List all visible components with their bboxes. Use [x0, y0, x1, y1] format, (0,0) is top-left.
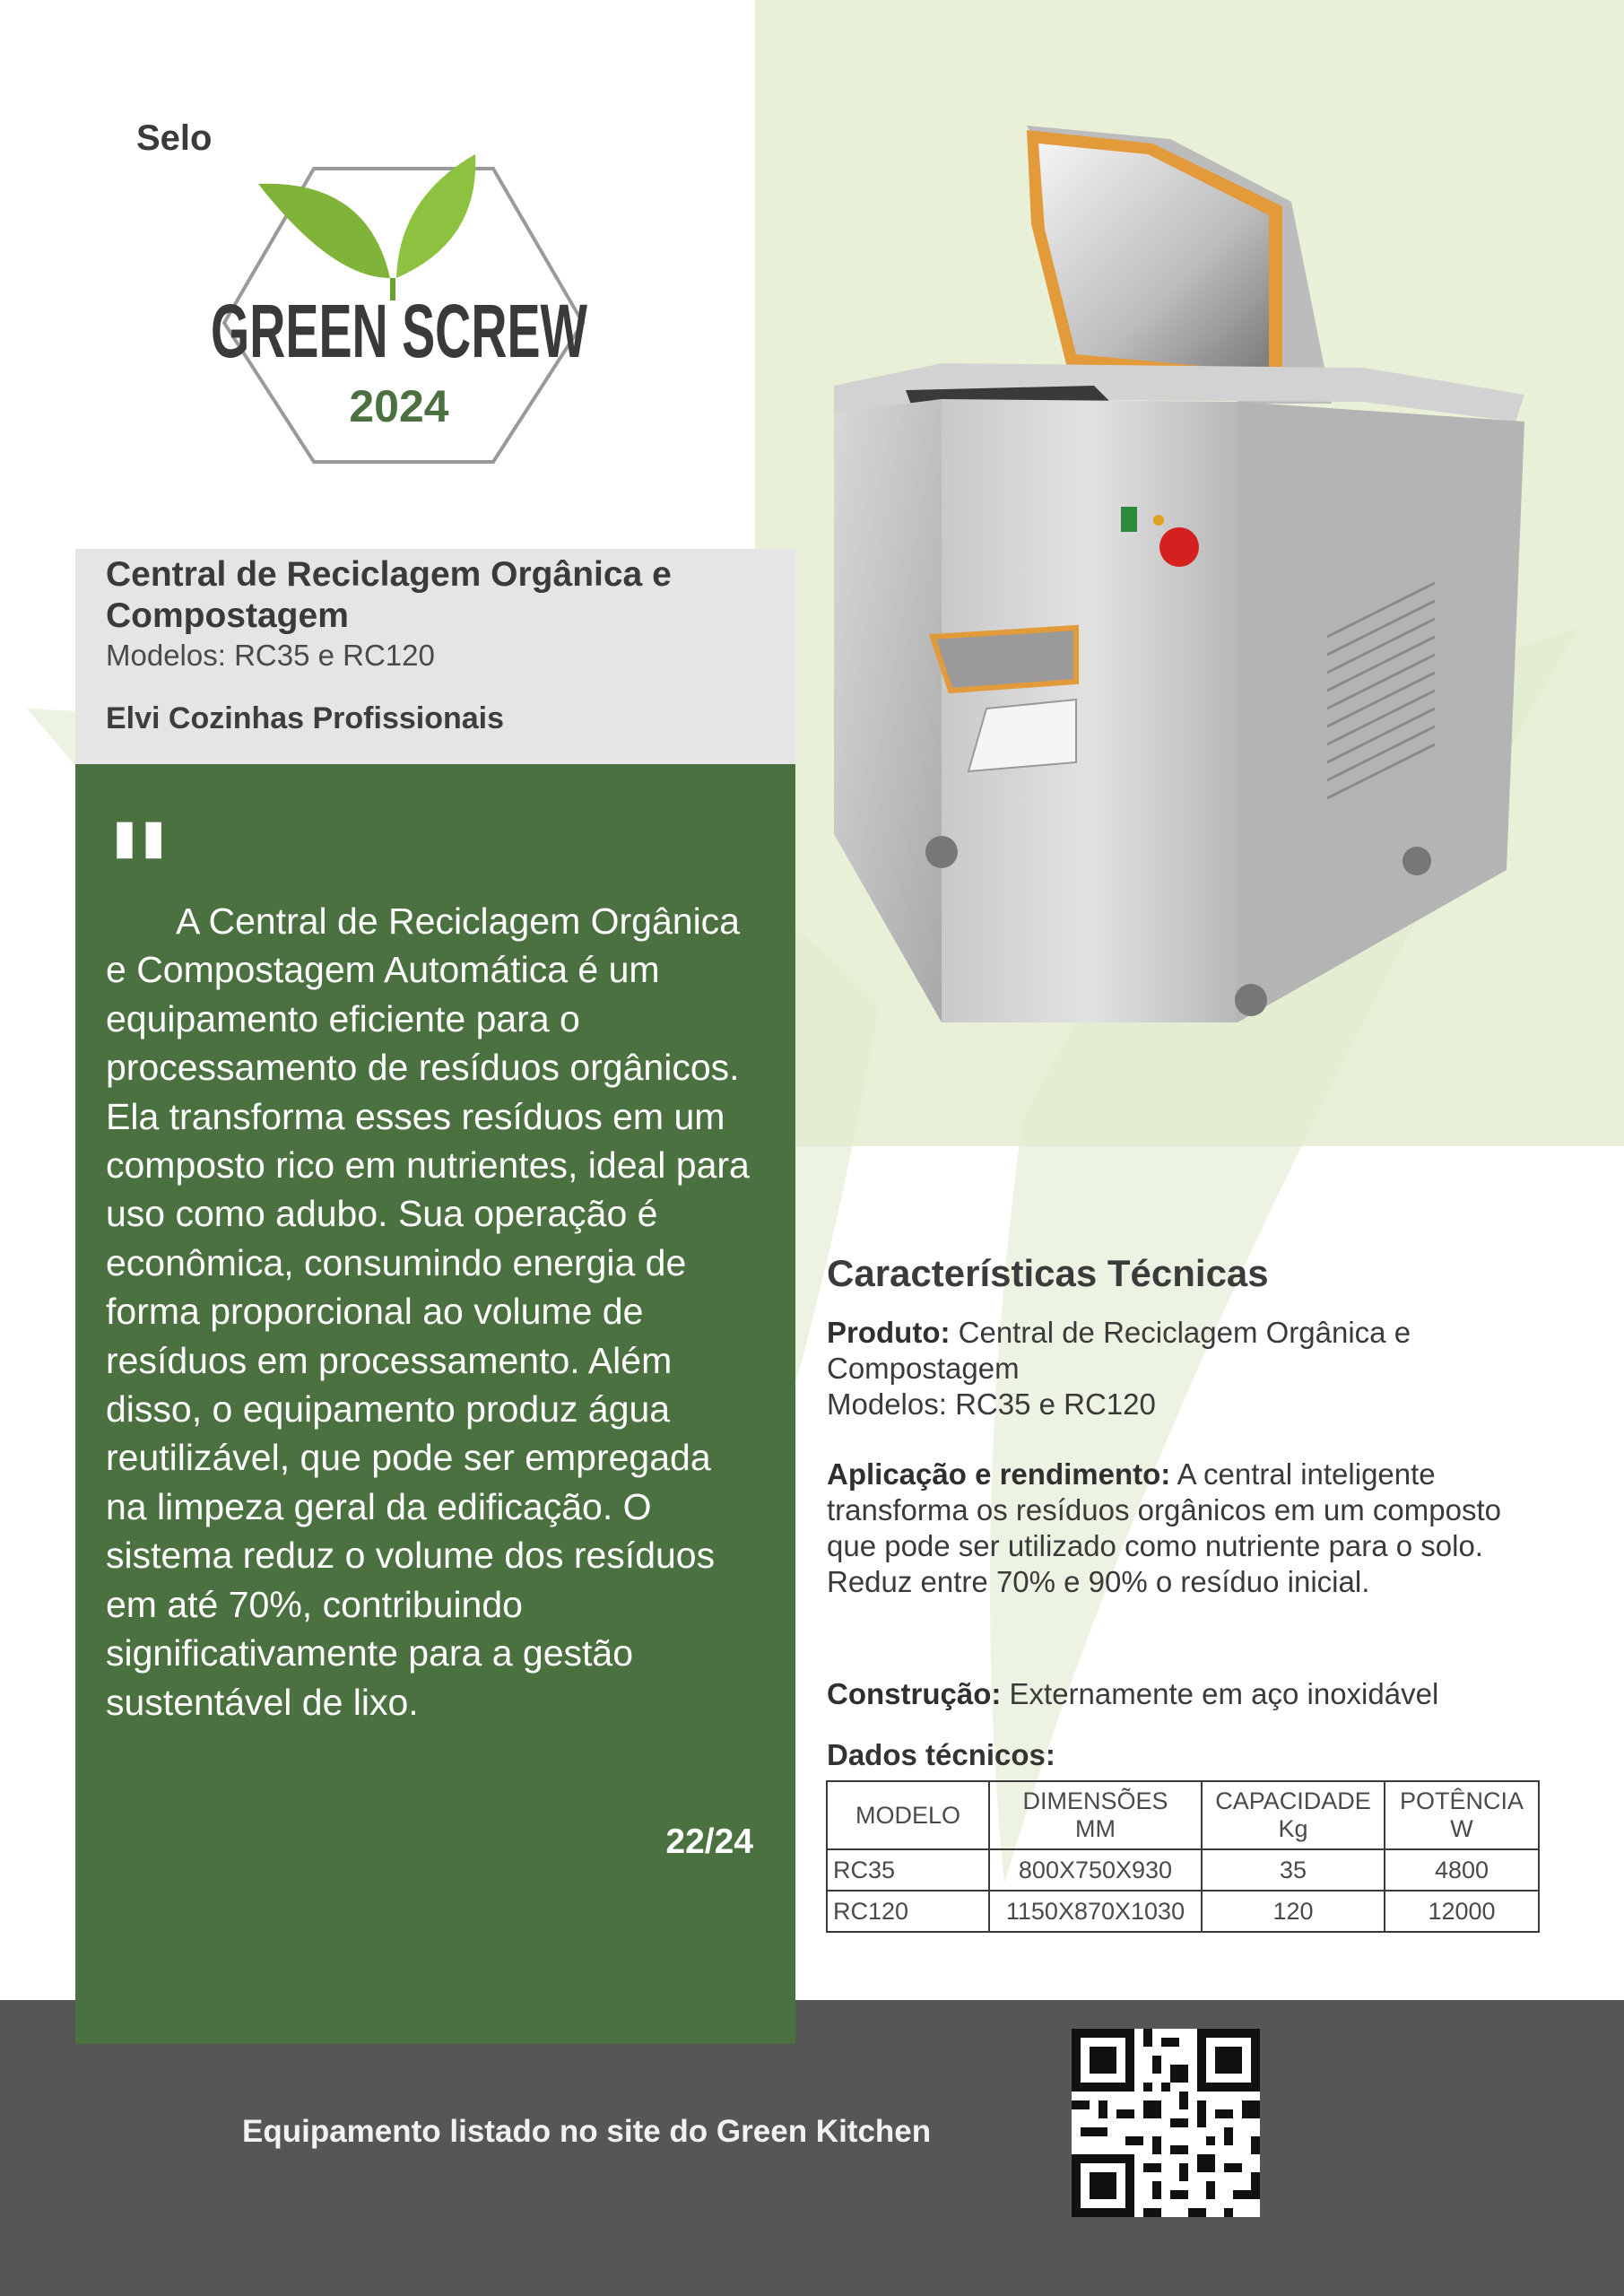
- spec-produto-models: Modelos: RC35 e RC120: [827, 1387, 1156, 1421]
- seal-label: Selo: [136, 118, 213, 158]
- product-models: Modelos: RC35 e RC120: [106, 639, 435, 672]
- seal-brand: GREEN SCREW: [211, 289, 588, 373]
- spec-aplicacao: [827, 1457, 1544, 1600]
- description-panel-extension: [75, 2000, 795, 2044]
- green-screw-seal: [197, 144, 610, 475]
- tech-data-table: [826, 1780, 1540, 1933]
- specs-title: Características Técnicas: [827, 1252, 1269, 1294]
- spec-produto: [827, 1315, 1544, 1422]
- spec-construcao-label: Construção:: [827, 1677, 1002, 1710]
- table-header-cell: POTÊNCIA W: [1385, 1781, 1539, 1849]
- spec-construcao: [827, 1676, 1544, 1712]
- company-name: Elvi Cozinhas Profissionais: [106, 701, 505, 735]
- table-header-cell: MODELO: [827, 1781, 989, 1849]
- table-cell: 35: [1202, 1849, 1385, 1891]
- product-description: A Central de Reciclagem Orgânica e Compostagem Automática é um equipamento eficiente para o processamento de resíduos orgânicos. Ela transforma esses resíduos em um composto rico em nutrientes, ideal para uso como adubo. Sua operação é econômica, consumindo energia de forma proporcional ao volume de resíduos em processamento. Além disso, o equipamento produz água reutilizável, que pode ser empregada na limpeza geral da edificação. O sistema reduz o volume dos resíduos em até 70%, contribuindo significativamente para a gestão sustentável de lixo.: [106, 900, 750, 1723]
- quote-mark-icon: ": [104, 796, 175, 952]
- product-title: Central de Reciclagem Orgânica e Compostagem: [106, 555, 672, 635]
- table-cell: 800X750X930: [989, 1849, 1202, 1891]
- table-cell: 4800: [1385, 1849, 1539, 1891]
- qr-code-icon[interactable]: [1072, 2029, 1260, 2217]
- table-header-cell: DIMENSÕES MM: [989, 1781, 1202, 1849]
- table-header-row: [827, 1781, 1539, 1849]
- table-cell: 12000: [1385, 1891, 1539, 1932]
- table-row: [827, 1891, 1539, 1932]
- page-number: 22/24: [665, 1822, 753, 1861]
- spec-construcao-text: Externamente em aço inoxidável: [1009, 1677, 1439, 1710]
- spec-aplicacao-label: Aplicação e rendimento:: [827, 1457, 1171, 1491]
- table-cell: 120: [1202, 1891, 1385, 1932]
- composting-machine-photo: [807, 117, 1542, 1022]
- spec-produto-label: Produto:: [827, 1316, 951, 1349]
- seal-year: 2024: [349, 381, 449, 431]
- spec-produto-text: Central de Reciclagem Orgânica e Compostagem: [827, 1316, 1411, 1385]
- footer-text: Equipamento listado no site do Green Kitchen: [242, 2114, 932, 2149]
- table-header-cell: CAPACIDADE Kg: [1202, 1781, 1385, 1849]
- table-row: [827, 1849, 1539, 1891]
- table-cell: 1150X870X1030: [989, 1891, 1202, 1932]
- tech-data-label: Dados técnicos:: [827, 1738, 1055, 1771]
- spec-aplicacao-text: A central inteligente transforma os resíduos orgânicos em um composto que pode ser utilizado como nutriente para o solo. Reduz entre 70% e 90% o resíduo inicial.: [827, 1457, 1501, 1598]
- table-cell: RC35: [827, 1849, 989, 1891]
- table-cell: RC120: [827, 1891, 989, 1932]
